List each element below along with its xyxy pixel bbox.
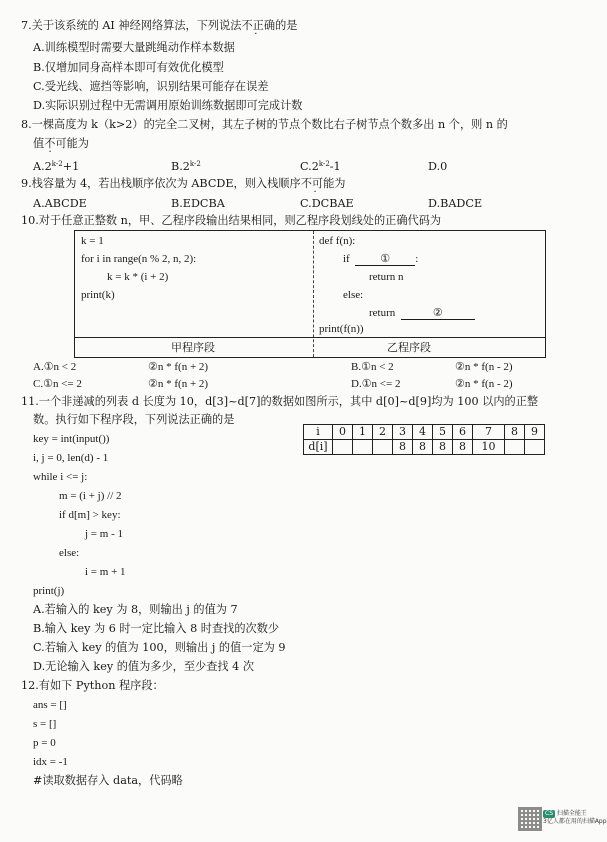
table-cell: 9 [525,425,545,440]
q12-code-line: s = [] [33,718,57,730]
q10-stem: 10.对于任意正整数 n，甲、乙程序段输出结果相同，则乙程序段划线处的正确代码为 [21,214,442,227]
table-cell: 8 [453,440,473,455]
q11-code-line: i = m + 1 [85,566,126,578]
q11-option-b: B.输入 key 为 6 时一定比输入 8 时查找的次数少 [33,622,280,635]
q12-code-line: ans = [] [33,699,67,711]
q10-option-c-2: ②n * f(n + 2) [148,378,209,390]
q11-option-d: D.无论输入 key 的值为多少，至少查找 4 次 [33,660,255,673]
q9-option-c: C.DCBAE [300,197,354,210]
scanner-watermark [543,810,607,826]
q9-stem: 9.栈容量为 4，若出栈顺序依次为 ABCDE，则入栈顺序不可能为 [21,177,346,190]
q8-option-c: C.2$^{k-2}$-1 [300,160,341,173]
q7-option-b: B.仅增加同身高样本即可有效优化模型 [33,61,224,74]
table-cell [525,440,545,455]
q10-option-b-2: ②n * f(n - 2) [455,361,513,373]
q10-option-d-1: D.①n <= 2 [351,378,401,390]
table-cell: 8 [433,440,453,455]
table-cell: 5 [433,425,453,440]
table-cell: 7 [473,425,505,440]
yi-code-line: return n [369,271,404,283]
yi-code-line: else: [343,289,364,301]
q9-option-d: D.BADCE [428,197,483,210]
q8-option-b: B.2$^{k-2}$ [171,160,201,173]
q10-option-d-2: ②n * f(n - 2) [455,378,513,390]
jia-label: 甲程序段 [171,341,215,354]
table-cell: 2 [373,425,393,440]
program-comparison-table [74,230,546,358]
q11-stem-line1: 11.一个非递减的列表 d 长度为 10，d[3]~d[7]的数据如图所示，其中 d[0]~d[9]均为 100 以内的正整 [21,395,539,408]
q7-option-a: A.训练模型时需要大量跳绳动作样本数据 [33,41,235,54]
table-cell: 0 [333,425,353,440]
table-cell [373,440,393,455]
table-cell [333,440,353,455]
q10-option-a-1: A.①n < 2 [33,361,77,373]
brand-name: 扫描全能王 [556,810,587,817]
jia-code-line: print(k) [81,289,115,301]
table-cell: 10 [473,440,505,455]
q11-code-line: i, j = 0, len(d) - 1 [33,452,109,464]
blank-1: ① [355,253,415,266]
q10-option-b-1: B.①n < 2 [351,361,394,373]
q11-code-line: j = m - 1 [85,528,123,540]
q11-code-line: key = int(input()) [33,433,110,445]
q7-option-c: C.受光线、遮挡等影响，识别结果可能存在误差 [33,80,269,93]
q7-option-d: D.实际识别过程中无需调用原始训练数据即可完成计数 [33,99,303,112]
q8-option-a: $A.2^{k-2}+1$ [33,160,80,173]
jia-code-line: k = 1 [81,235,104,247]
q10-option-c-1: C.①n <= 2 [33,378,82,390]
q11-option-a: A.若输入的 key 为 8，则输出 j 的值为 7 [33,603,238,616]
table-divider [75,337,545,338]
q8-option-d: D.0 [428,160,448,173]
q12-code-comment: #读取数据存入 data，代码略 [33,774,183,787]
q11-code-line: if d[m] > key: [59,509,121,521]
q11-option-c: C.若输入 key 的值为 100，则输出 j 的值一定为 9 [33,641,286,654]
blank-2: ② [401,307,475,320]
table-cell: 4 [413,425,433,440]
table-cell: 8 [413,440,433,455]
array-table [303,424,545,455]
qr-code-icon [518,807,542,831]
yi-code-line: def f(n): [319,235,356,247]
table-cell [505,440,525,455]
q11-code-line: print(j) [33,585,65,597]
q12-code-line: p = 0 [33,737,56,749]
q9-option-a: A.ABCDE [33,197,87,210]
brand-sub: 3亿人都在用的扫描App [543,818,607,825]
q11-code-line: m = (i + j) // 2 [59,490,122,502]
table-cell [353,440,373,455]
jia-code-line: k = k * (i + 2) [107,271,169,283]
table-row [304,425,545,440]
scanner-logo-icon: CS [545,810,553,817]
table-row [304,440,545,455]
table-cell: 1 [353,425,373,440]
table-cell: 8 [393,440,413,455]
q11-stem-line2: 数。执行如下程序段，下列说法正确的是 [33,413,235,426]
q7-stem: 7.关于该系统的 AI 神经网络算法，下列说法不正确的是 [21,19,298,32]
yi-label: 乙程序段 [387,341,431,354]
q12-stem: 12.有如下 Python 程序段： [21,679,164,692]
q10-option-a-2: ②n * f(n + 2) [148,361,209,373]
q11-code-line: while i <= j: [33,471,88,483]
yi-code-line: if ① : [343,253,419,265]
table-cell: 6 [453,425,473,440]
table-cell: 8 [505,425,525,440]
q8-stem-line2: 值不可能为 [33,137,89,150]
table-cell: d[i] [304,440,333,455]
yi-code-line: print(f(n)) [319,323,364,335]
yi-code-line: return ② [369,306,475,320]
jia-code-line: for i in range(n % 2, n, 2): [81,253,197,265]
q11-code-line: else: [59,547,80,559]
q8-stem-line1: 8.一棵高度为 k（k>2）的完全二叉树，其左子树的节点个数比右子树节点个数多出 n 个，则 n 的 [21,118,508,131]
table-divider [313,231,314,357]
table-cell: 3 [393,425,413,440]
table-cell: i [304,425,333,440]
q12-code-line: idx = -1 [33,756,68,768]
q9-option-b: B.EDCBA [171,197,225,210]
